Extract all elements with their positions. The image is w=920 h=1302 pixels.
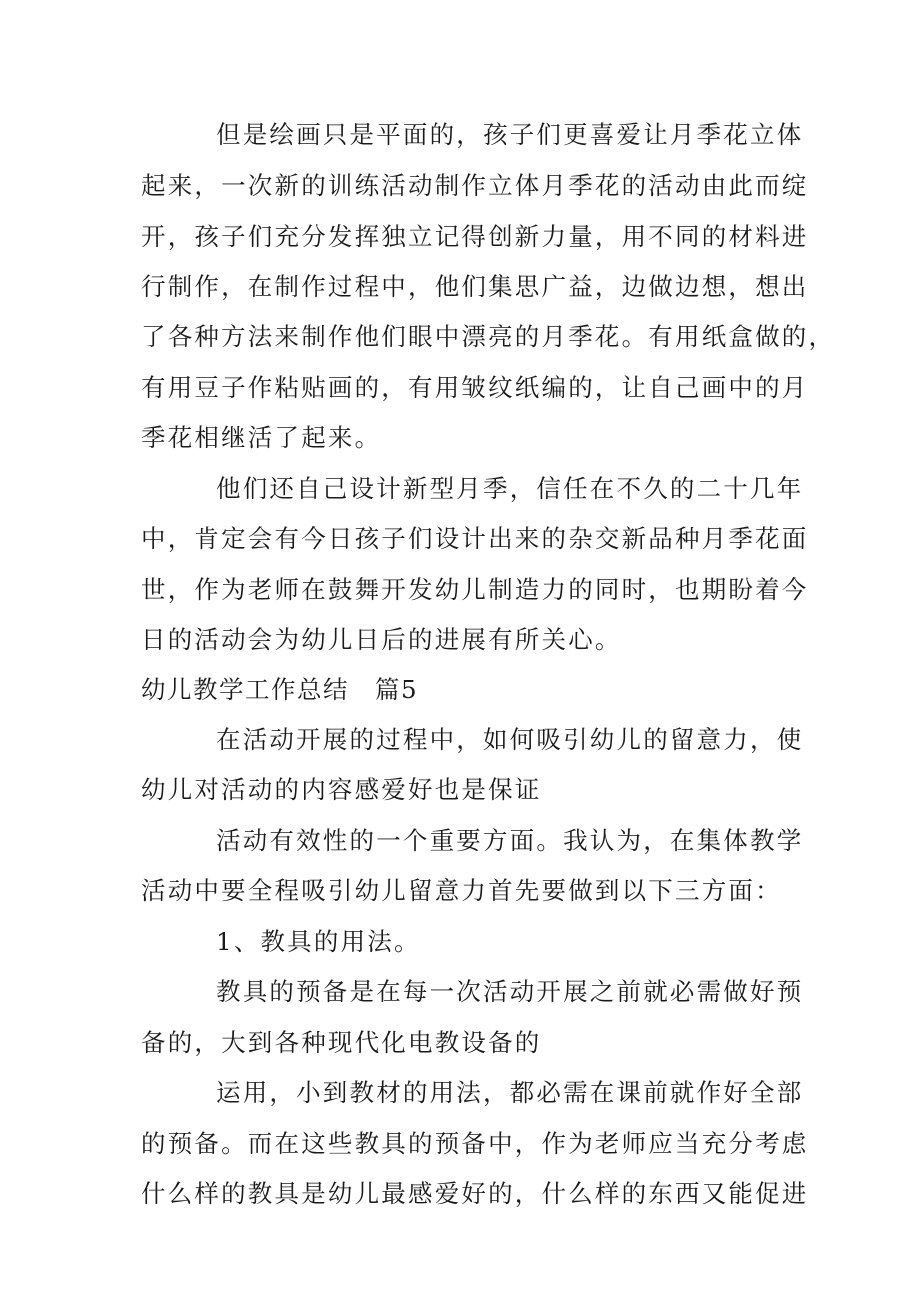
text-line: 教具的预备是在每一次活动开展之前就必需做好预 — [216, 977, 804, 1006]
text-line: 他们还自己设计新型月季，信任在不久的二十几年 — [216, 474, 804, 503]
text-line: 在活动开展的过程中，如何吸引幼儿的留意力，使 — [216, 725, 804, 754]
text-line: 幼儿对活动的内容感爱好也是保证 — [141, 775, 542, 804]
text-line: 运用，小到教材的用法，都必需在课前就作好全部 — [216, 1078, 804, 1107]
text-line: 活动有效性的一个重要方面。我认为，在集体教学 — [216, 826, 804, 855]
text-line: 了各种方法来制作他们眼中漂亮的月季花。有用纸盒做的， — [141, 322, 836, 351]
text-line: 有用豆子作粘贴画的，有用皱纹纸编的，让自己画中的月 — [141, 373, 809, 402]
section-heading: 幼儿教学工作总结 篇5 — [141, 675, 419, 704]
text-line: 日的活动会为幼儿日后的进展有所关心。 — [141, 625, 622, 654]
text-line: 世，作为老师在鼓舞开发幼儿制造力的同时，也期盼着今 — [141, 575, 809, 604]
text-line: 行制作，在制作过程中，他们集思广益，边做边想，想出 — [141, 272, 809, 301]
text-line: 但是绘画只是平面的，孩子们更喜爱让月季花立体 — [216, 120, 804, 149]
text-line: 活动中要全程吸引幼儿留意力首先要做到以下三方面： — [141, 876, 782, 905]
text-line: 开，孩子们充分发挥独立记得创新力量，用不同的材料进 — [141, 222, 809, 251]
text-line: 什么样的教具是幼儿最感爱好的，什么样的东西又能促进 — [141, 1179, 809, 1208]
text-line: 备的，大到各种现代化电教设备的 — [141, 1028, 542, 1057]
text-line: 季花相继活了起来。 — [141, 423, 382, 452]
list-item: 1、教具的用法。 — [216, 927, 421, 956]
text-line: 起来，一次新的训练活动制作立体月季花的活动由此而绽 — [141, 171, 809, 200]
text-line: 中，肯定会有今日孩子们设计出来的杂交新品种月季花面 — [141, 524, 809, 553]
text-line: 的预备。而在这些教具的预备中，作为老师应当充分考虑 — [141, 1129, 809, 1158]
